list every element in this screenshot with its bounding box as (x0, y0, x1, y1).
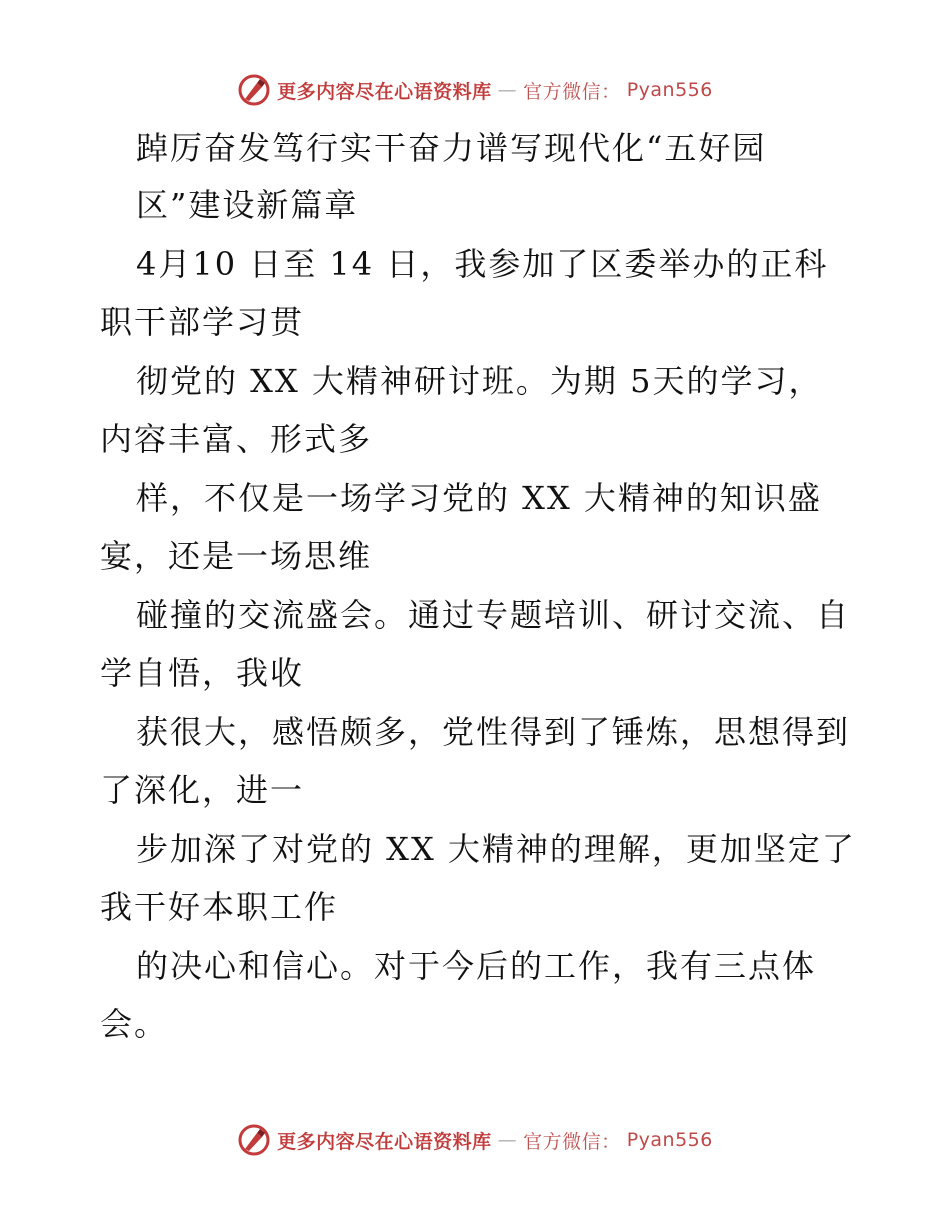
document-title-line-2: 区”建设新篇章 (136, 186, 359, 224)
footer-banner (0, 1120, 950, 1160)
paragraph-line: 碰撞的交流盛会。通过专题培训、研讨交流、自 (136, 596, 851, 634)
paragraph-line: 宴，还是一场思维 (100, 537, 373, 575)
paragraph-line: 我干好本职工作 (100, 888, 339, 926)
paragraph-line: 的决心和信心。对于今后的工作，我有三点体 (136, 947, 817, 985)
paragraph-line: 4月10 日至 14 日，我参加了区委举办的正科 (136, 245, 829, 283)
paragraph-line: 获很大，感悟颇多，党性得到了锤炼，思想得到 (136, 713, 851, 751)
banner-wechat-id: Pyan556 (626, 79, 713, 101)
paragraph-line: 职干部学习贯 (100, 303, 305, 341)
banner-main-text: 更多内容尽在心语资料库 (277, 1130, 492, 1153)
banner-wechat-id: Pyan556 (626, 1129, 713, 1151)
banner-separator: — (497, 1129, 518, 1151)
document-title-line-1: 踔厉奋发笃行实干奋力谱写现代化“五好园 (136, 129, 767, 167)
paragraph-line: 学自悟，我收 (100, 654, 305, 692)
banner-wechat-label: 官方微信： (523, 1130, 621, 1153)
pen-logo-icon (237, 1123, 271, 1157)
paragraph-line: 步加深了对党的 XX 大精神的理解，更加坚定了 (136, 830, 856, 868)
paragraph-line: 了深化，进一 (100, 771, 305, 809)
banner-wechat-label: 官方微信： (523, 80, 621, 103)
banner-separator: — (497, 79, 518, 101)
banner-main-text: 更多内容尽在心语资料库 (277, 80, 492, 103)
paragraph-line: 样，不仅是一场学习党的 XX 大精神的知识盛 (136, 479, 822, 517)
paragraph-line: 彻党的 XX 大精神研讨班。为期 5天的学习， (136, 362, 823, 400)
paragraph-line: 内容丰富、形式多 (100, 420, 373, 458)
paragraph-line: 会。 (100, 1005, 169, 1043)
